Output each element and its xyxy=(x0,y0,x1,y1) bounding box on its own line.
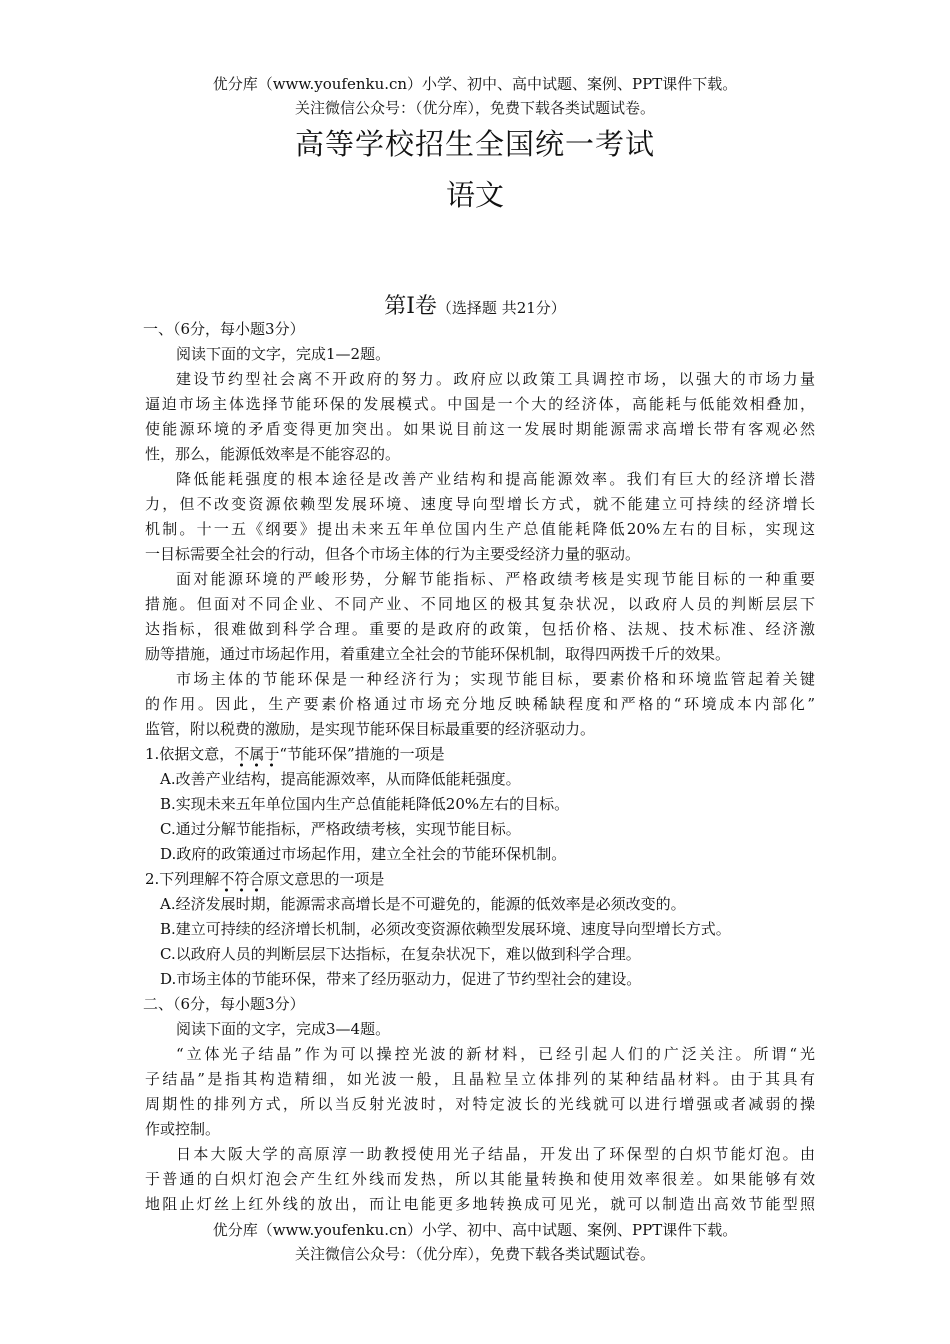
section-2-heading: 二、（6分，每小题3分） xyxy=(143,995,305,1013)
question-1-option-c: C.通过分解节能指标，严格政绩考核，实现节能目标。 xyxy=(160,820,521,838)
passage-line: 面对能源环境的严峻形势，分解节能指标、严格政绩考核是实现节能目标的一种重要 xyxy=(176,570,815,588)
section-1 xyxy=(145,317,815,1217)
passage-line: 力，但不改变资源依赖型发展环境、速度导向型增长方式，就不能建立可持续的经济增长 xyxy=(145,495,815,513)
passage-line: 逼迫市场主体选择节能环保的发展模式。中国是一个大的经济体，高能耗与低能效相叠加， xyxy=(145,395,815,413)
question-2-option-b: B.建立可持续的经济增长机制，必须改变资源依赖型发展环境、速度导向型增长方式。 xyxy=(160,920,731,938)
exam-subject: 语文 xyxy=(445,178,504,212)
passage-line: 监管，附以税费的激励，是实现节能环保目标最重要的经济驱动力。 xyxy=(145,720,596,738)
passage-line: 市场主体的节能环保是一种经济行为；实现节能目标，要素价格和环境监管起着关键 xyxy=(176,670,815,688)
passage-line: 使能源环境的矛盾变得更加突出。如果说目前这一发展时期能源需求高增长带有客观必然 xyxy=(145,420,815,438)
header-line-2: 关注微信公众号：（优分库），免费下载各类试题试卷。 xyxy=(294,99,655,117)
question-1-stem-pre: 1.依据文意， xyxy=(145,745,235,763)
question-2-option-d: D.市场主体的节能环保，带来了经历驱动力，促进了节约型社会的建设。 xyxy=(160,970,642,988)
question-1-stem xyxy=(145,742,815,767)
question-1-option-b: B.实现未来五年单位国内生产总值能耗降低20%左右的目标。 xyxy=(160,795,570,813)
volume-label: 第Ⅰ卷 xyxy=(384,294,437,319)
passage-line: 于普通的白炽灯泡会产生红外线而发热，所以其能量转换和使用效率很差。如果能够有效 xyxy=(145,1170,815,1188)
passage-line: 机制。十一五《纲要》提出未来五年单位国内生产总值能耗降低20%左右的目标，实现这 xyxy=(145,520,815,538)
passage-line: 建设节约型社会离不开政府的努力。政府应以政策工具调控市场，以强大的市场力量 xyxy=(176,370,815,388)
passage-line: 的作用。因此，生产要素价格通过市场充分地反映稀缺程度和严格的“环境成本内部化” xyxy=(145,695,815,713)
passage-line: 励等措施，通过市场起作用，着重建立全社会的节能环保机制，取得四两拨千斤的效果。 xyxy=(145,645,731,663)
passage-line: 作或控制。 xyxy=(145,1120,221,1138)
footer-line-1: 优分库（www.youfenku.cn）小学、初中、高中试题、案例、PPT课件下载。 xyxy=(212,1221,738,1239)
question-2-stem xyxy=(145,867,815,892)
header-line-1: 优分库（www.youfenku.cn）小学、初中、高中试题、案例、PPT课件下载。 xyxy=(212,75,738,93)
passage-line: 达指标，很难做到科学合理。重要的是政府的政策，包括价格、法规、技术标准、经济激 xyxy=(145,620,815,638)
exam-title: 高等学校招生全国统一考试 xyxy=(294,127,655,161)
question-2-emphasis: 不符合 xyxy=(219,870,265,888)
passage-line: 性，那么，能源低效率是不能容忍的。 xyxy=(145,445,401,463)
section-1-heading: 一、（6分，每小题3分） xyxy=(143,320,305,338)
section-1-instruction: 阅读下面的文字，完成1—2题。 xyxy=(176,345,391,363)
passage-line: 地阻止灯丝上红外线的放出，而让电能更多地转换成可见光，就可以制造出高效节能型照 xyxy=(145,1195,815,1213)
question-2-stem-pre: 2.下列理解 xyxy=(145,870,220,888)
question-2-option-c: C.以政府人员的判断层层下达指标，在复杂状况下，难以做到科学合理。 xyxy=(160,945,641,963)
passage-line: 周期性的排列方式，所以当反射光波时，对特定波长的光线就可以进行增强或者减弱的操 xyxy=(145,1095,815,1113)
volume-note: （选择题 共21分） xyxy=(436,299,566,317)
footer-line-2: 关注微信公众号：（优分库），免费下载各类试题试卷。 xyxy=(294,1245,655,1263)
passage-line: 措施。但面对不同企业、不同产业、不同地区的极其复杂状况，以政府人员的判断层层下 xyxy=(145,595,815,613)
passage-line: 子结晶”是指其构造精细，如光波一般，且晶粒呈立体排列的某种结晶材料。由于其具有 xyxy=(145,1070,815,1088)
question-2-option-a: A.经济发展时期，能源需求高增长是不可避免的，能源的低效率是必须改变的。 xyxy=(160,895,686,913)
question-2-stem-post: 原文意思的一项是 xyxy=(264,870,385,888)
question-1-emphasis: 不属于 xyxy=(234,745,280,763)
section-2-instruction: 阅读下面的文字，完成3—4题。 xyxy=(176,1020,391,1038)
passage-line: 降低能耗强度的根本途径是改善产业结构和提高能源效率。我们有巨大的经济增长潜 xyxy=(176,470,815,488)
question-1-stem-post: “节能环保”措施的一项是 xyxy=(279,745,445,763)
passage-line: 一目标需要全社会的行动，但各个市场主体的行为主要受经济力量的驱动。 xyxy=(145,545,641,563)
question-1-option-a: A.改善产业结构，提高能源效率，从而降低能耗强度。 xyxy=(160,770,521,788)
question-1-option-d: D.政府的政策通过市场起作用，建立全社会的节能环保机制。 xyxy=(160,845,567,863)
passage-line: “立体光子结晶”作为可以操控光波的新材料，已经引起人们的广泛关注。所谓“光 xyxy=(176,1045,815,1063)
passage-line: 日本大阪大学的高原淳一助教授使用光子结晶，开发出了环保型的白炽节能灯泡。由 xyxy=(176,1145,815,1163)
